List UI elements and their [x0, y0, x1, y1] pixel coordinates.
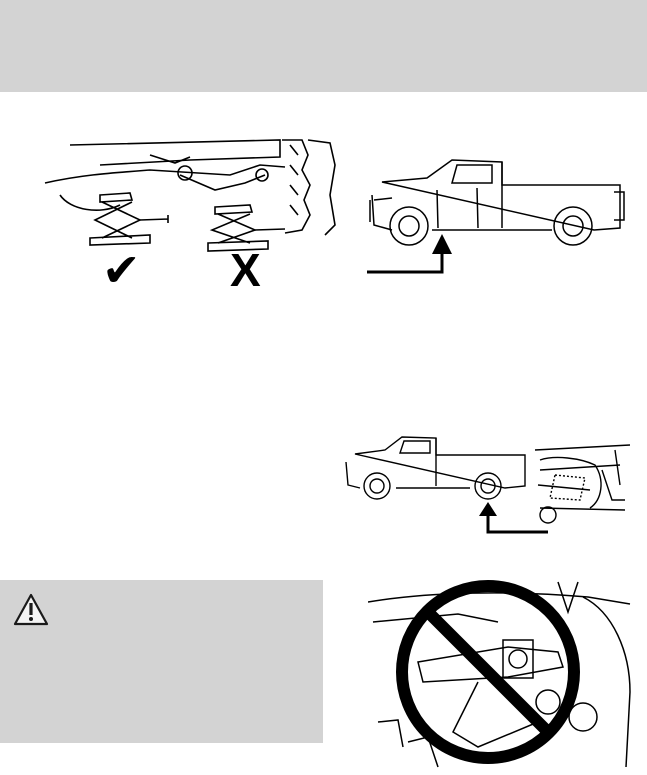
jack-placement-figure	[40, 135, 340, 295]
jack-placement-illustration	[40, 135, 340, 295]
arrow-up-icon	[367, 234, 452, 272]
warning-triangle-icon	[12, 592, 50, 628]
prohibited-icon	[402, 586, 574, 758]
correct-check-icon: ✔	[102, 243, 141, 297]
truck-rear-jack-point-figure	[340, 430, 640, 542]
truck-front-jack-point-figure	[362, 150, 627, 285]
warning-box	[0, 580, 323, 743]
arrow-up-icon	[479, 502, 548, 532]
prohibited-jack-position-figure	[368, 572, 633, 772]
incorrect-x-icon: X	[230, 244, 261, 296]
truck-rear-illustration	[340, 430, 640, 542]
page-header-band	[0, 0, 647, 92]
truck-side-illustration	[362, 150, 627, 285]
prohibited-jack-illustration	[368, 572, 633, 772]
